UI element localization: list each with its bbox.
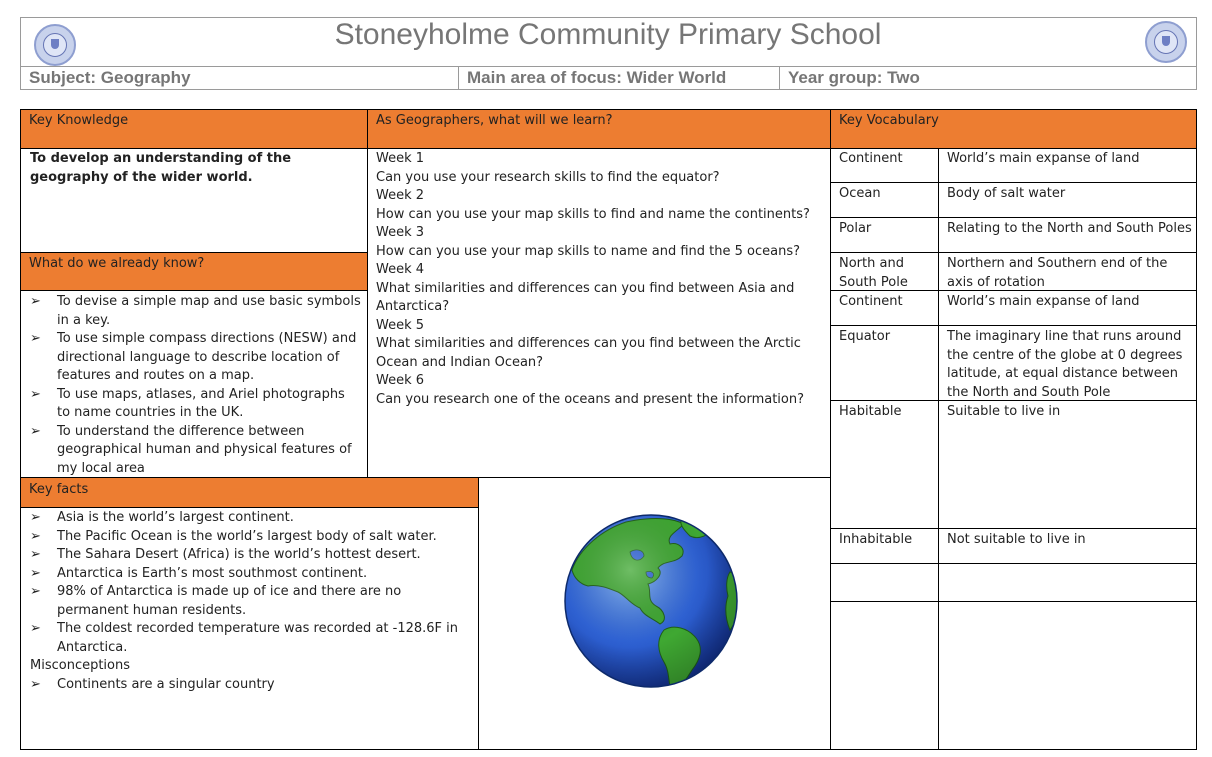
- vocab-term: Polar: [839, 221, 872, 236]
- vocab-definition: World’s main expanse of land: [947, 151, 1140, 166]
- list-item: ➢ The Pacific Ocean is the world’s largest body of salt water.: [30, 528, 470, 547]
- week-label: Week 1: [376, 151, 425, 166]
- week-question: Can you research one of the oceans and present the information?: [376, 391, 805, 407]
- key-knowledge-text: To develop an understanding of the geography of the wider world.: [30, 151, 292, 185]
- vocab-definition: Body of salt water: [947, 186, 1066, 201]
- week-question: How can you use your map skills to name and find the 5 oceans?: [376, 243, 800, 259]
- list-item: ➢ Antarctica is Earth’s most southmost continent.: [30, 565, 470, 584]
- vocab-definition: Not suitable to live in: [947, 532, 1086, 547]
- list-item: ➢ The Sahara Desert (Africa) is the world’s hottest desert.: [30, 546, 470, 565]
- arrow-bullet-icon: ➢: [30, 510, 41, 525]
- earth-globe-icon: [560, 512, 742, 690]
- week-question: What similarities and differences can you find between Asia and Antarctica?: [376, 280, 795, 314]
- year-group-label: Year group: Two: [788, 68, 920, 87]
- vocab-term: Continent: [839, 294, 903, 309]
- list-item: ➢ To use maps, atlases, and Ariel photographs to name countries in the UK.: [30, 386, 345, 420]
- key-facts-heading: Key facts: [29, 482, 89, 497]
- vocabulary-heading: Key Vocabulary: [839, 113, 939, 128]
- arrow-bullet-icon: ➢: [30, 584, 41, 599]
- vocab-term: Ocean: [839, 186, 881, 201]
- misconceptions-heading: Misconceptions: [30, 658, 131, 673]
- school-crest-icon: [1145, 21, 1187, 63]
- week-item: [376, 372, 826, 409]
- week-label: Week 6: [376, 373, 425, 388]
- key-facts-list: [30, 509, 470, 694]
- already-know-list: [30, 293, 362, 478]
- vocab-definition: Suitable to live in: [947, 404, 1061, 419]
- list-item: ➢ Continents are a singular country: [30, 676, 470, 695]
- week-item: [376, 317, 826, 373]
- vocab-definition: World’s main expanse of land: [947, 294, 1140, 309]
- arrow-bullet-icon: ➢: [30, 294, 41, 309]
- vocab-term: Habitable: [839, 404, 902, 419]
- week-question: How can you use your map skills to find and name the continents?: [376, 206, 810, 222]
- vocab-term: Inhabitable: [839, 532, 913, 547]
- vocab-term: Equator: [839, 329, 891, 344]
- list-item: ➢ 98% of Antarctica is made up of ice and there are no permanent human residents.: [30, 584, 402, 618]
- focus-label: Main area of focus: Wider World: [467, 68, 727, 87]
- week-label: Week 2: [376, 188, 425, 203]
- vocab-definition: Northern and Southern end of the axis of rotation: [947, 256, 1168, 290]
- school-crest-icon: [34, 24, 76, 66]
- week-item: [376, 187, 826, 224]
- arrow-bullet-icon: ➢: [30, 331, 41, 346]
- week-item: [376, 150, 826, 187]
- week-label: Week 3: [376, 225, 425, 240]
- arrow-bullet-icon: ➢: [30, 386, 41, 402]
- vocab-term: North and South Pole: [839, 256, 908, 290]
- arrow-bullet-icon: ➢: [30, 565, 41, 581]
- arrow-bullet-icon: ➢: [30, 547, 41, 562]
- list-item: ➢ To use simple compass directions (NESW) and directional language to describe location of features and routes on a map.: [30, 331, 357, 383]
- arrow-bullet-icon: ➢: [30, 676, 41, 692]
- week-label: Week 5: [376, 317, 425, 333]
- arrow-bullet-icon: ➢: [30, 621, 41, 636]
- list-item: ➢ The coldest recorded temperature was recorded at -128.6F in Antarctica.: [30, 621, 459, 655]
- learn-heading: As Geographers, what will we learn?: [376, 113, 613, 128]
- week-question: Can you use your research skills to find the equator?: [376, 169, 720, 185]
- already-know-heading: What do we already know?: [29, 256, 205, 271]
- week-item: [376, 261, 826, 317]
- list-item: ➢ To understand the difference between geographical human and physical features of my local area: [30, 423, 352, 476]
- vocab-definition: The imaginary line that runs around the centre of the globe at 0 degrees latitude, at equal distance between the North and South Pole: [947, 329, 1183, 400]
- school-name: Stoneyholme Community Primary School: [334, 18, 882, 51]
- subject-label: Subject: Geography: [29, 68, 191, 87]
- weeks-list: [376, 150, 826, 409]
- list-item: ➢ To devise a simple map and use basic symbols in a key.: [30, 294, 361, 328]
- vocab-term: Continent: [839, 151, 903, 166]
- arrow-bullet-icon: ➢: [30, 423, 41, 439]
- list-item: ➢ Asia is the world’s largest continent.: [30, 509, 470, 528]
- key-knowledge-heading: Key Knowledge: [29, 113, 129, 128]
- arrow-bullet-icon: ➢: [30, 528, 41, 544]
- week-question: What similarities and differences can you find between the Arctic Ocean and Indian Ocean?: [376, 336, 801, 370]
- week-label: Week 4: [376, 262, 425, 277]
- vocab-definition: Relating to the North and South Poles: [947, 221, 1192, 236]
- week-item: [376, 224, 826, 261]
